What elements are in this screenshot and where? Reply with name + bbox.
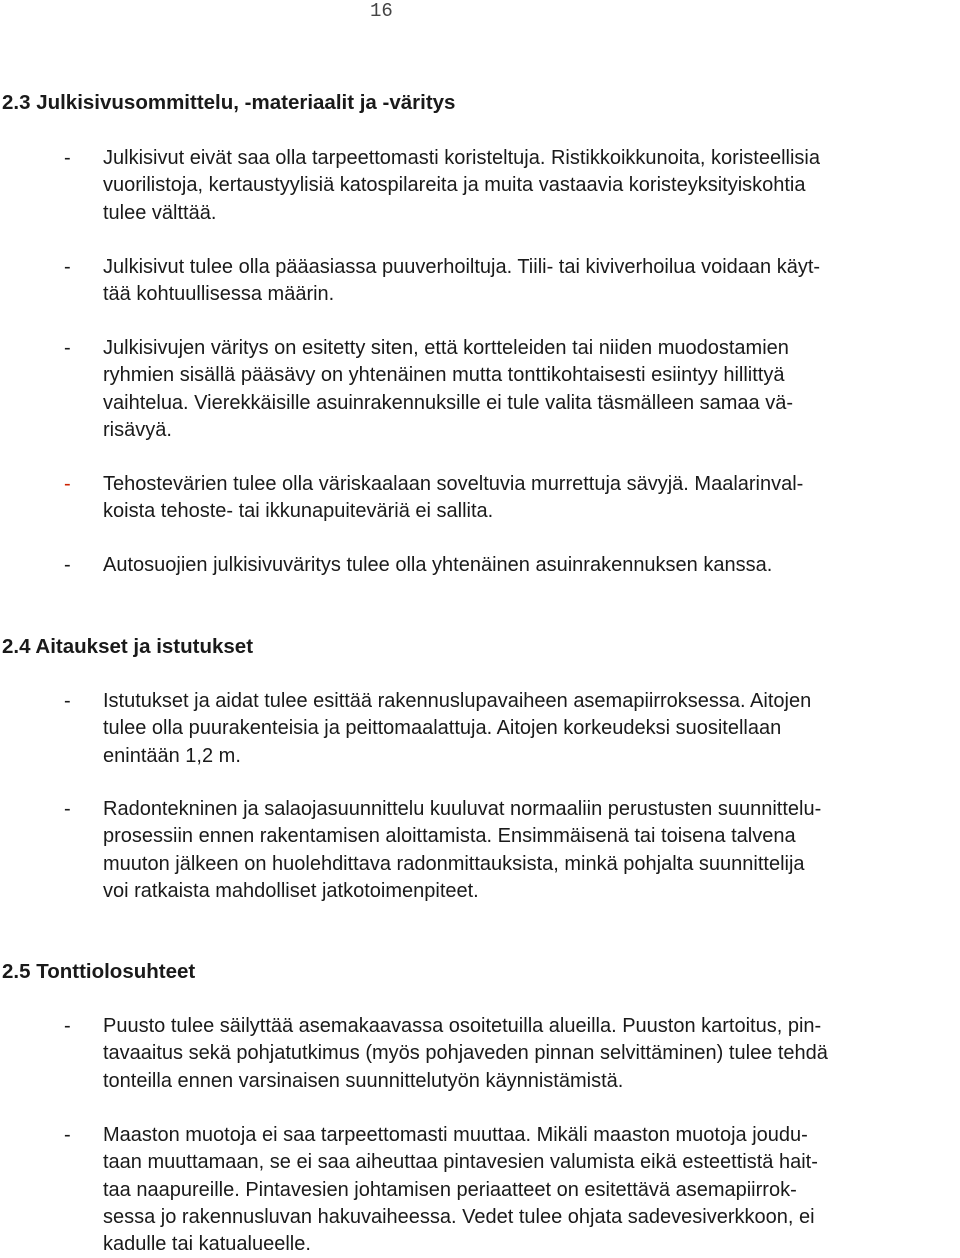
text-line: risävyä. xyxy=(103,418,172,441)
list-item xyxy=(0,1013,960,1095)
text-line: Maaston muotoja ei saa tarpeettomasti muuttaa. Mikäli maaston muotoja joudu- xyxy=(103,1124,808,1146)
text-line: Julkisivut eivät saa olla tarpeettomasti koristeltuja. Ristikkoikkunoita, koristeellisia xyxy=(103,147,820,169)
text-line: taan muuttamaan, se ei saa aiheuttaa pintavesien valumista eikä esteettistä hait- xyxy=(103,1151,818,1174)
text-line: Julkisivujen väritys on esitetty siten, että kortteleiden tai niiden muodostamien xyxy=(103,337,789,359)
bullet-dash: - xyxy=(64,473,71,495)
bullet-dash: - xyxy=(64,337,71,359)
section-heading-2-5: 2.5 Tonttiolosuhteet xyxy=(2,960,196,983)
text-line: tulee välttää. xyxy=(103,201,217,224)
list-item xyxy=(0,254,960,309)
text-line: vaihtelua. Vierekkäisille asuinrakennuksille ei tule valita täsmälleen samaa vä- xyxy=(103,391,793,414)
text-line: muuton jälkeen on huolehdittava radonmittauksista, minkä pohjalta suunnittelija xyxy=(103,852,805,875)
section-heading-2-3: 2.3 Julkisivusommittelu, -materiaalit ja -väritys xyxy=(2,91,456,114)
text-line: Tehostevärien tulee olla väriskaalaan soveltuvia murrettuja sävyjä. Maalarinval- xyxy=(103,473,804,495)
bullet-dash: - xyxy=(64,147,71,169)
text-line: sessa jo rakennusluvan hakuvaiheessa. Vedet tulee ohjata sadevesiverkkoon, ei xyxy=(103,1205,815,1228)
text-line: taa naapureille. Pintavesien johtamisen periaatteet on esitettävä asemapiirrok- xyxy=(103,1178,797,1201)
text-line: tavaaitus sekä pohjatutkimus (myös pohjaveden pinnan selvittäminen) tulee tehdä xyxy=(103,1042,828,1065)
list-item xyxy=(0,796,960,905)
text-line: prosessiin ennen rakentamisen aloittamista. Ensimmäisenä tai toisena talvena xyxy=(103,825,796,848)
text-line: tonteilla ennen varsinaisen suunnittelutyön käynnistämistä. xyxy=(103,1069,624,1092)
list-item xyxy=(0,1122,960,1258)
text-line: Autosuojien julkisivuväritys tulee olla yhtenäinen asuinrakennuksen kanssa. xyxy=(103,554,773,576)
bullet-dash: - xyxy=(64,1015,71,1037)
bullet-dash: - xyxy=(64,690,71,712)
text-line: koista tehoste- tai ikkunapuiteväriä ei sallita. xyxy=(103,500,494,523)
section-heading-2-4: 2.4 Aitaukset ja istutukset xyxy=(2,635,254,658)
text-line: Istutukset ja aidat tulee esittää rakennuslupavaiheen asemapiirroksessa. Aitojen xyxy=(103,690,812,712)
text-line: voi ratkaista mahdolliset jatkotoimenpiteet. xyxy=(103,879,479,902)
page-number: 16 xyxy=(370,0,393,22)
list-item xyxy=(0,688,960,770)
text-line: Radontekninen ja salaojasuunnittelu kuuluvat normaaliin perustusten suunnittelu- xyxy=(103,798,822,820)
text-line: tulee olla puurakenteisia ja peittomaalattuja. Aitojen korkeudeksi suositellaan xyxy=(103,717,782,740)
bullet-dash: - xyxy=(64,1124,71,1146)
text-line: enintään 1,2 m. xyxy=(103,744,241,767)
bullet-dash: - xyxy=(64,554,71,576)
text-line: Julkisivut tulee olla pääasiassa puuverhoiltuja. Tiili- tai kiviverhoilua voidaan käyt- xyxy=(103,256,821,278)
list-item xyxy=(0,552,960,579)
list-item xyxy=(0,145,960,227)
list-item xyxy=(0,471,960,526)
bullet-dash: - xyxy=(64,798,71,820)
text-line: tää kohtuullisessa määrin. xyxy=(103,283,335,306)
text-line: kadulle tai katualueelle. xyxy=(103,1233,311,1256)
bullet-dash: - xyxy=(64,256,71,278)
text-line: Puusto tulee säilyttää asemakaavassa osoitetuilla alueilla. Puuston kartoitus, pin- xyxy=(103,1015,822,1037)
text-line: ryhmien sisällä pääsävy on yhtenäinen mutta tonttikohtaisesti esiintyy hillittyä xyxy=(103,364,785,387)
list-item xyxy=(0,335,960,444)
text-line: vuorilistoja, kertaustyylisiä katospilareita ja muita vastaavia koristeyksityiskohtia xyxy=(103,174,806,197)
